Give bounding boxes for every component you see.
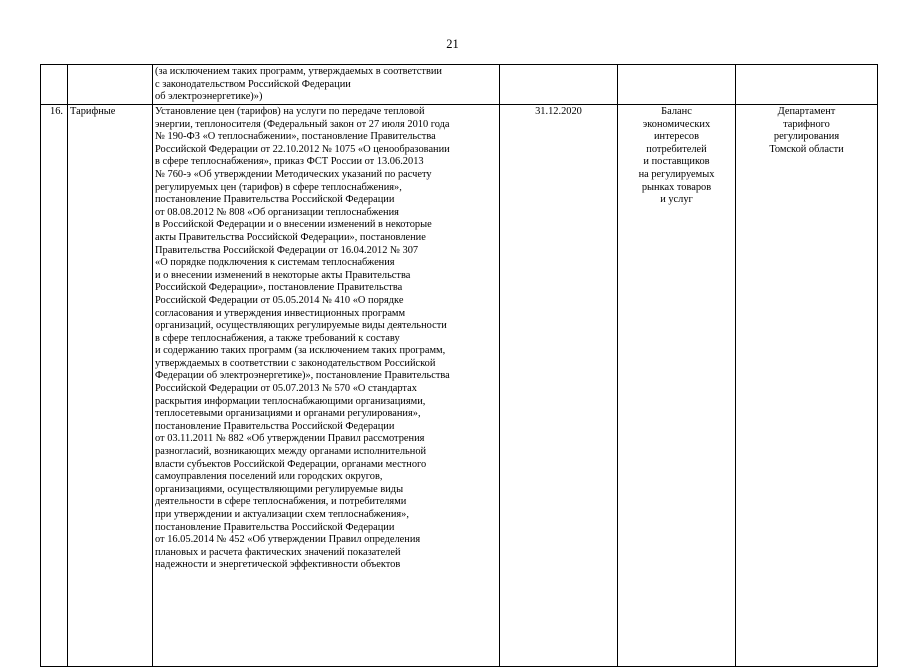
cell-deadline: 31.12.2020 — [500, 105, 618, 667]
cell-result — [618, 65, 736, 105]
cell-responsible: Департамент тарифного регулирования Томской области — [736, 105, 878, 667]
cell-basis: Установление цен (тарифов) на услуги по передаче тепловой энергии, теплоносителя (Федеральный закон от 27 июля 2010 года № 190-ФЗ «О теплоснабжении», постановление Правительства Российской Федерации от 22.10.2012 № 1075 «О ценообразовании в сфере теплоснабжения», приказ ФСТ России от 13.06.2013 № 760-э «Об утверждении Методических указаний по расчету регулируемых цен (тарифов) в сфере теплоснабжения», постановление Правительства Российской Федерации от 08.08.2012 № 808 «Об организации теплоснабжения в Российской Федерации и о внесении изменений в некоторые акты Правительства Российской Федерации», постановление Правительства Российской Федерации от 16.04.2012 № 307 «О порядке подключения к системам теплоснабжения и о внесении изменений в некоторые акты Правительства Российской Федерации», постановление Правительства Российской Федерации от 05.05.2014 № 410 «О порядке согласования и утверждения инвестиционных программ организаций, осуществляющих регулируемые виды деятельности в сфере теплоснабжения, а также требований к составу и содержанию таких программ (за исключением таких программ, утверждаемых в соответствии с законодательством Российской Федерации об электроэнергетике)», постановление Правительства Российской Федерации от 05.07.2013 № 570 «О стандартах раскрытия информации теплоснабжающими организациями, теплосетевыми организациями и органами регулирования», постановление Правительства Российской Федерации от 03.11.2011 № 882 «Об утверждении Правил рассмотрения разногласий, возникающих между органами исполнительной власти субъектов Российской Федерации, органами местного самоуправления поселений или городских округов, организациями, осуществляющими регулируемые виды деятельности в сфере теплоснабжения, и потребителями при утверждении и актуализации схем теплоснабжения», постановление Правительства Российской Федерации от 16.05.2014 № 452 «Об утверждении Правил определения плановых и расчета фактических значений показателей надежности и энергетической эффективности объектов — [153, 105, 500, 667]
page-number: 21 — [446, 37, 459, 51]
cell-area — [68, 65, 153, 105]
cell-responsible — [736, 65, 878, 105]
cell-result: Баланс экономических интересов потребителей и поставщиков на регулируемых рынках товаров и услуг — [618, 105, 736, 667]
cell-area: Тарифные — [68, 105, 153, 667]
cell-number — [41, 65, 68, 105]
table-row-16 — [41, 105, 878, 667]
table-row-continuation — [41, 65, 878, 105]
regulation-table — [40, 64, 878, 667]
cell-basis: (за исключением таких программ, утверждаемых в соответствии с законодательством Российской Федерации об электроэнергетике)») — [153, 65, 500, 105]
cell-deadline — [500, 65, 618, 105]
cell-number: 16. — [41, 105, 68, 667]
